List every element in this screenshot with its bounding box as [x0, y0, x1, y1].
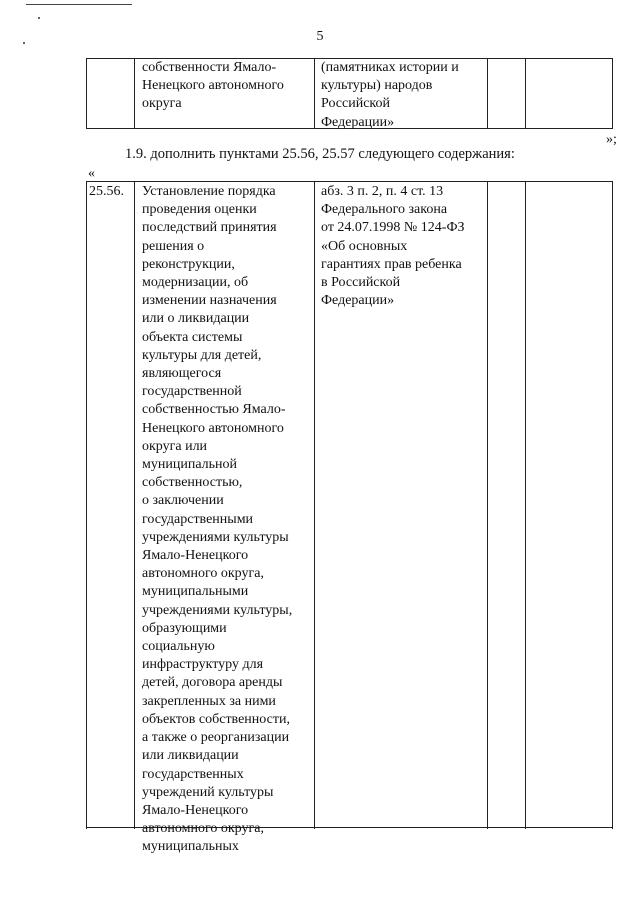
closing-quote: »;	[606, 132, 617, 147]
row-number: 25.56.	[89, 184, 124, 199]
page-number: 5	[316, 29, 324, 44]
table-cell-legal-basis: абз. 3 п. 2, п. 4 ст. 13 Федерального закона от 24.07.1998 № 124-ФЗ «Об основных гарантиях прав ребенка в Российской Федерации»	[321, 184, 465, 309]
amendment-intro: 1.9. дополнить пунктами 25.56, 25.57 следующего содержания:	[125, 146, 515, 162]
opening-quote: «	[88, 166, 95, 181]
main-table	[86, 181, 613, 855]
continued-table	[86, 58, 613, 129]
table-cell-description: Установление порядка проведения оценки последствий принятия решения о реконструкции, модернизации, об изменении назначения или о ликвидации объекта системы культуры для детей, являющегося государственной собственностью Ямало- Ненецкого автономного округа или муниципальной собственностью, о заключении государственными учреждениями культуры Ямало-Ненецкого автономного округа, муниципальными учреждениями культуры, образующими социальную инфраструктуру для детей, договора аренды закрепленных за ними объектов собственности, а также о реорганизации или ликвидации государственных учреждений культуры Ямало-Ненецкого автономного округа, муниципальных	[142, 184, 293, 855]
table-cell-subject: собственности Ямало- Ненецкого автономного округа	[142, 60, 284, 112]
table-cell-basis: (памятниках истории и культуры) народов Российской Федерации»	[321, 60, 459, 130]
top-rule	[26, 4, 132, 5]
scan-speck	[38, 17, 40, 19]
